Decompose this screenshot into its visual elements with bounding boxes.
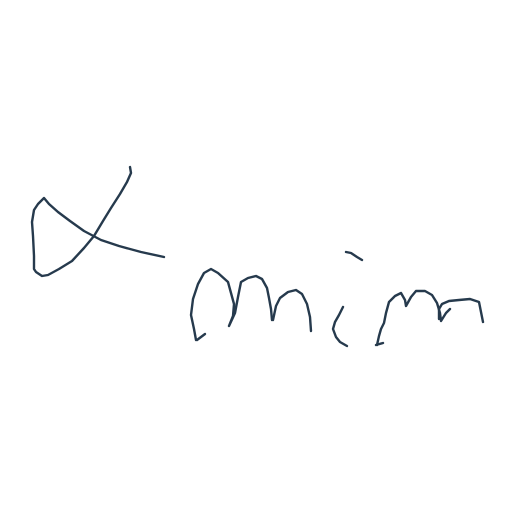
handwriting-strokes — [32, 167, 483, 346]
i-dot-stroke — [346, 252, 362, 260]
loop-stroke — [32, 167, 164, 276]
m-stroke-4 — [439, 299, 483, 322]
i-stem-stroke — [333, 307, 347, 346]
m-stroke-2 — [273, 290, 311, 331]
m-stroke-1 — [191, 269, 272, 340]
m-stroke-1-tail — [197, 334, 205, 340]
